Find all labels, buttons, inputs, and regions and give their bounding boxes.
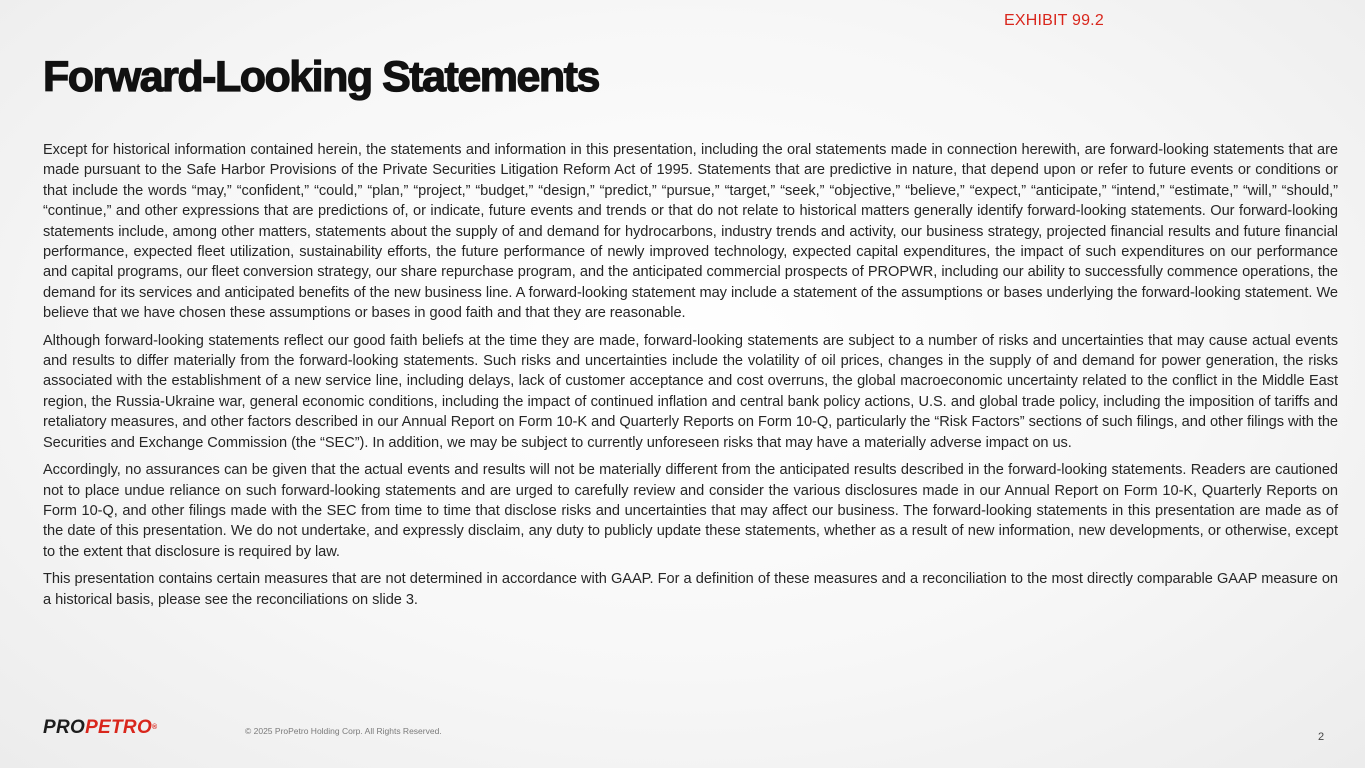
copyright-notice: © 2025 ProPetro Holding Corp. All Rights Reserved. [245,726,442,736]
exhibit-label: EXHIBIT 99.2 [1004,12,1104,29]
page-number: 2 [1318,731,1325,743]
body-text [43,140,1338,617]
paragraph-risks: Although forward-looking statements reflect our good faith beliefs at the time they are made, forward-looking statements are subject to a number of risks and uncertainties that may cause actual events and results to differ materially from the forward-looking statements. Such risks and uncertainties include the volatility of oil prices, changes in the supply of and demand for power generation, the risks associated with the establishment of a new service line, including delays, lack of customer acceptance and cost overruns, the global macroeconomic uncertainty related to the conflict in the Middle East region, the Russia-Ukraine war, general economic conditions, including the impact of continued inflation and central bank policy actions, U.S. and global trade policy, including the imposition of tariffs and retaliatory measures, and other factors described in our Annual Report on Form 10-K and Quarterly Reports on Form 10-Q, particularly the “Risk Factors” sections of such filings, and other filings with the Securities and Exchange Commission (the “SEC”). In addition, we may be subject to currently unforeseen risks that may have a materially adverse impact on us. [43,332,1338,451]
paragraph-gaap: This presentation contains certain measures that are not determined in accordance with GAAP. For a definition of these measures and a reconciliation to the most directly comparable GAAP measure on a historical basis, please see the reconciliations on slide 3. [43,571,1338,608]
page-title: Forward-Looking Statements [43,53,599,101]
logo-registered-mark: ® [152,724,158,731]
paragraph-no-assurances: Accordingly, no assurances can be given that the actual events and results will not be materially different from the anticipated results described in the forward-looking statements. Readers are cautioned not to place undue reliance on such forward-looking statements and are urged to carefully review and consider the various disclosures made in our Annual Report on Form 10-K, Quarterly Reports on Form 10-Q, and other filings made with the SEC from time to time that disclose risks and uncertainties that may affect our business. The forward-looking statements in this presentation are made as of the date of this presentation. We do not undertake, and expressly disclaim, any duty to publicly update these statements, whether as a result of new information, new developments, or otherwise, except to the extent that disclosure is required by law. [43,462,1338,560]
logo-text-pro: PRO [43,717,86,738]
paragraph-forward-looking-definition: Except for historical information contained herein, the statements and information in this presentation, including the oral statements made in connection herewith, are forward-looking statements that are made pursuant to the Safe Harbor Provisions of the Private Securities Litigation Reform Act of 1995. Statements that are predictive in nature, that depend upon or refer to future events or conditions or that include the words “may,” “confident,” “could,” “plan,” “project,” “budget,” “design,” “predict,” “pursue,” “target,” “seek,” “objective,” “believe,” “expect,” “anticipate,” “intend,” “estimate,” “will,” “should,” “continue,” and other expressions that are predictions of, or indicate, future events and trends or that do not relate to historical matters generally identify forward-looking statements. Our forward-looking statements include, among other matters, statements about the supply of and demand for hydrocarbons, industry trends and activity, our business strategy, projected financial results and future financial performance, expected fleet utilization, sustainability efforts, the future performance of newly improved technology, expected capital expenditures, the impact of such expenditures on our performance and capital programs, our fleet conversion strategy, our share repurchase program, and the anticipated commercial prospects of PROPWR, including our ability to successfully commence operations, the demand for its services and anticipated benefits of the new business line. A forward-looking statement may include a statement of the assumptions or bases underlying the forward-looking statement. We believe that we have chosen these assumptions or bases in good faith and that they are reasonable. [43,142,1338,322]
logo-text-petro: PETRO [85,717,153,738]
propetro-logo [43,718,158,738]
